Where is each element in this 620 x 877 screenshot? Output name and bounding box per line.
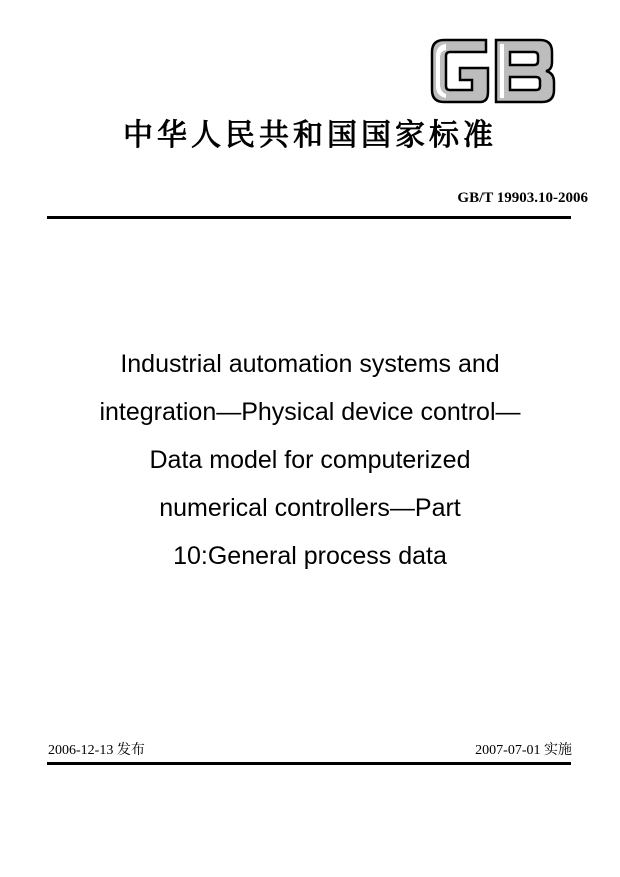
country-standard-title: 中华人民共和国国家标准 bbox=[123, 118, 497, 153]
implement-date: 2007-07-01 bbox=[475, 743, 541, 758]
title-line-5: 10:General process data bbox=[173, 542, 447, 570]
title-line-2: integration—Physical device control— bbox=[99, 398, 521, 426]
title-line-4: numerical controllers—Part bbox=[159, 494, 461, 522]
top-divider bbox=[47, 216, 571, 219]
gb-logo-icon bbox=[428, 36, 558, 106]
bottom-divider bbox=[47, 762, 571, 765]
document-title bbox=[40, 340, 580, 580]
implement-label: 实施 bbox=[544, 742, 572, 758]
issue-date-block bbox=[48, 741, 145, 760]
issue-label: 发布 bbox=[116, 742, 145, 758]
implement-date-block bbox=[475, 741, 572, 760]
issue-date: 2006-12-13 bbox=[48, 743, 114, 758]
title-line-1: Industrial automation systems and bbox=[120, 350, 500, 378]
standard-number: GB/T 19903.10-2006 bbox=[457, 190, 588, 206]
title-line-3: Data model for computerized bbox=[149, 446, 471, 474]
